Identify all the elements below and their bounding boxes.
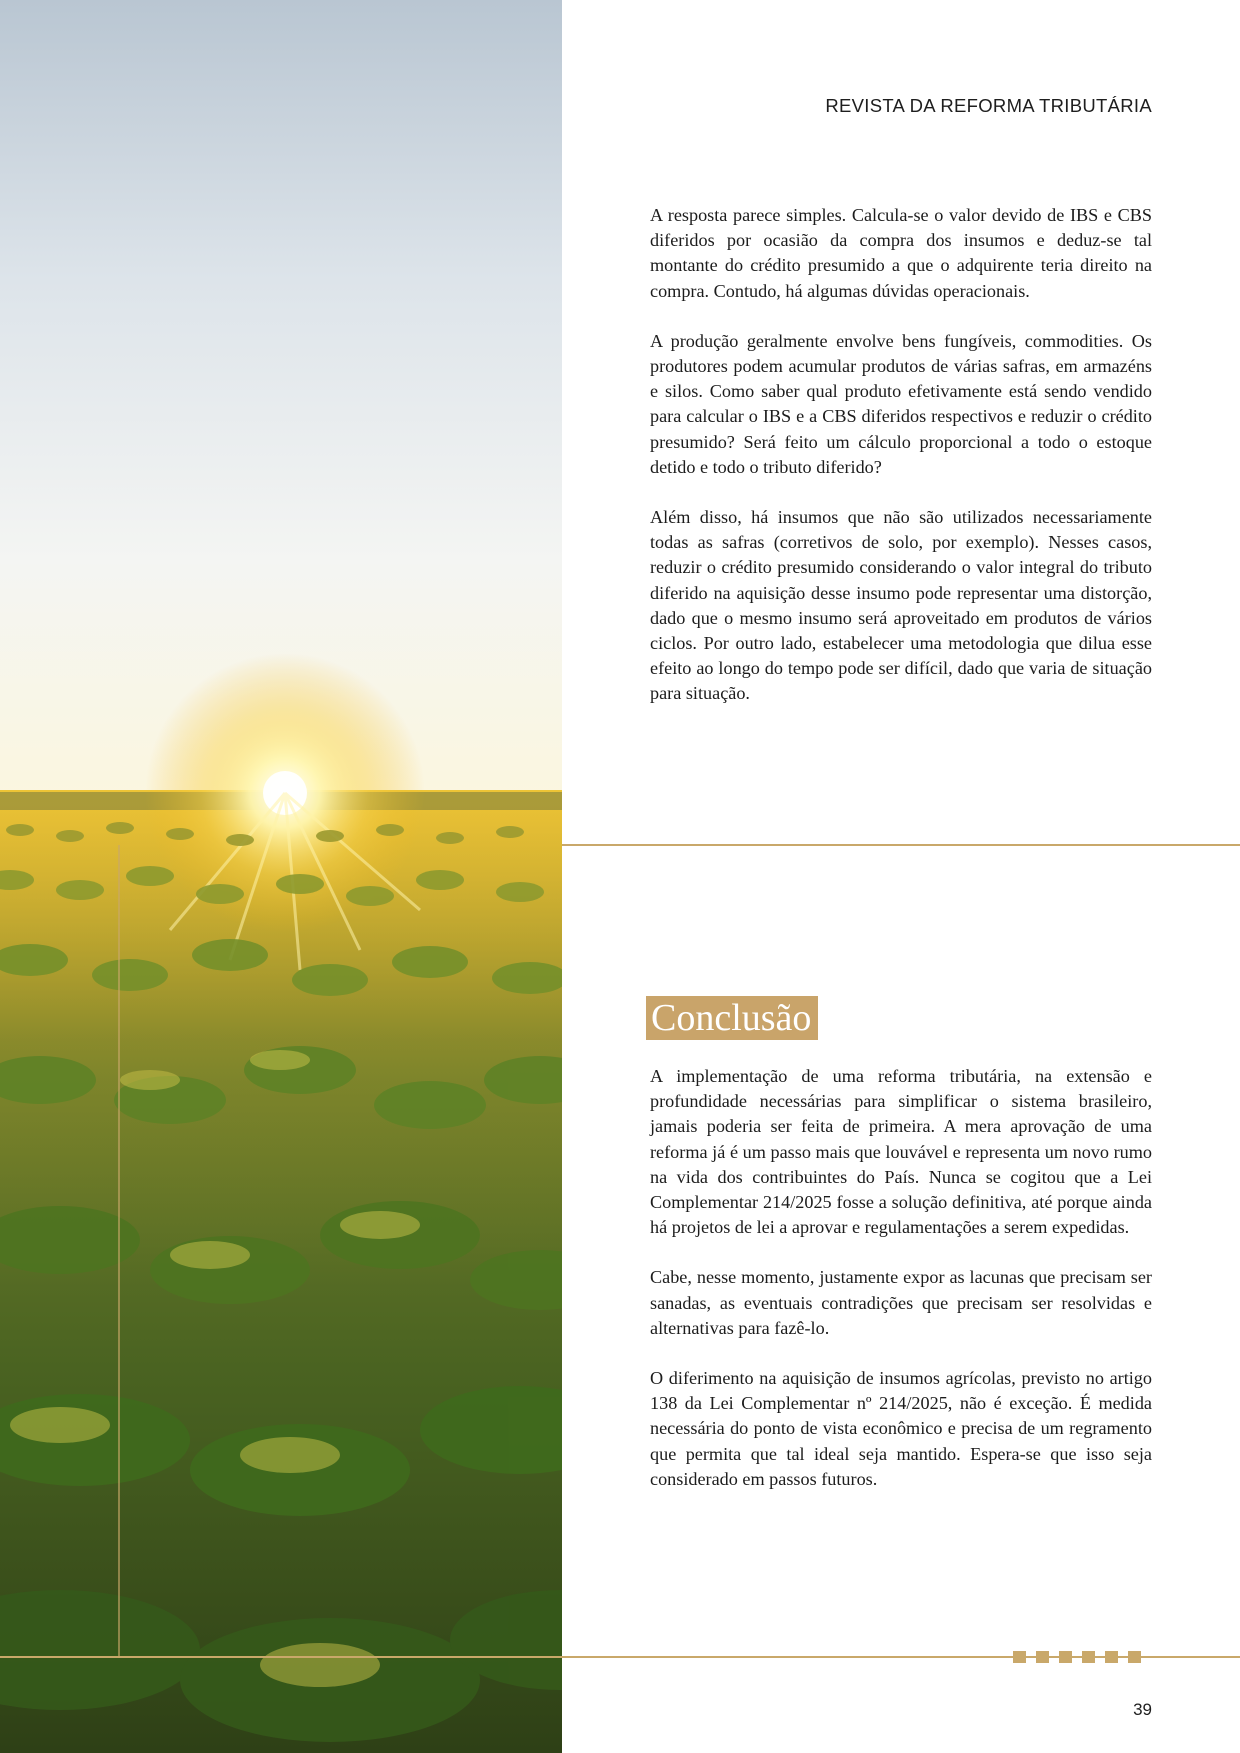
paragraph: A resposta parece simples. Calcula-se o valor devido de IBS e CBS diferidos por ocasião da compra dos insumos e deduz-se tal montante do crédito presumido a que o adquirente teria direito na compra. Contudo, há algumas dúvidas operacionais. (650, 205, 1152, 301)
page-number: 39 (1133, 1700, 1152, 1719)
paragraph: Cabe, nesse momento, justamente expor as lacunas que precisam ser sanadas, as eventuais contradições que precisam ser resolvidas e alternativas para fazê-lo. (650, 1267, 1152, 1338)
square-ornament (1013, 1651, 1026, 1663)
paragraph: Além disso, há insumos que não são utilizados necessariamente todas as safras (corretivos de solo, por exemplo). Nesses casos, reduzir o crédito presumido considerando o valor integral do tributo diferido na aquisição desse insumo pode representar uma distorção, dado que o mesmo insumo será aproveitado em produtos de vários ciclos. Por outro lado, estabelecer uma metodologia que dilua esse efeito ao longo do tempo pode ser difícil, dado que varia de situação para situação. (650, 507, 1152, 704)
square-ornament (1128, 1651, 1141, 1663)
conclusion-column (650, 1064, 1152, 1492)
article-column-top (650, 203, 1152, 707)
paragraph: O diferimento na aquisição de insumos agrícolas, previsto no artigo 138 da Lei Complementar nº 214/2025, não é exceção. É medida necessária do ponto de vista econômico e precisa de um regramento que permita que tal ideal seja mantido. Espera-se que isso seja considerado em passos futuros. (650, 1368, 1152, 1489)
decorative-squares (1013, 1651, 1141, 1663)
square-ornament (1036, 1651, 1049, 1663)
square-ornament (1059, 1651, 1072, 1663)
paragraph: A implementação de uma reforma tributária, na extensão e profundidade necessárias para simplificar o sistema brasileiro, jamais poderia ser feita de primeira. A mera aprovação de uma reforma já é um passo mais que louvável e representa um novo rumo na vida dos contribuintes do País. Nunca se cogitou que a Lei Complementar 214/2025 fosse a solução definitiva, até porque ainda há projetos de lei a aprovar e regulamentações a serem expedidas. (650, 1066, 1152, 1238)
square-ornament (1082, 1651, 1095, 1663)
square-ornament (1105, 1651, 1118, 1663)
paragraph: A produção geralmente envolve bens fungíveis, commodities. Os produtores podem acumular produtos de várias safras, em armazéns e silos. Como saber qual produto efetivamente está sendo vendido para calcular o IBS e a CBS diferidos respectivos e reduzir o crédito presumido? Será feito um cálculo proporcional a todo o estoque detido e todo o tributo diferido? (650, 330, 1152, 477)
sunflower-field-photo (0, 0, 562, 1753)
running-title: REVISTA DA REFORMA TRIBUTÁRIA (825, 95, 1152, 116)
section-heading-conclusion: Conclusão (646, 996, 818, 1040)
section-divider (562, 844, 1240, 846)
